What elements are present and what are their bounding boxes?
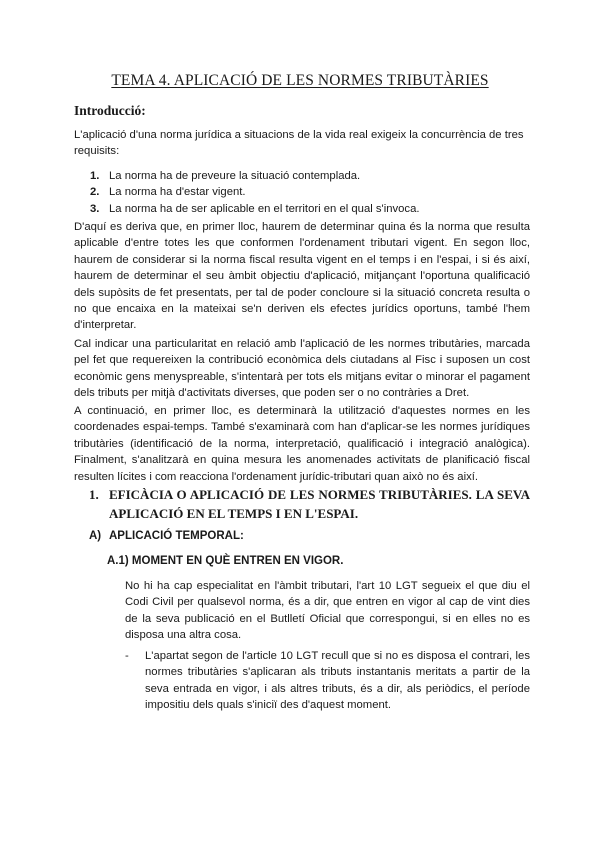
subsubsection-heading: A.1) MOMENT EN QUÈ ENTREN EN VIGOR. xyxy=(107,555,344,567)
bullet-item xyxy=(125,648,530,714)
list-item-number: 2. xyxy=(90,186,100,199)
section-number: 1. xyxy=(89,487,99,502)
requirements-list xyxy=(90,168,530,217)
intro-paragraph: L'aplicació d'una norma jurídica a situacions de la vida real exigeix la concurrència de tres requisits: xyxy=(74,129,524,158)
bullet-text: L'apartat segon de l'article 10 LGT recull que si no es disposa el contrari, les normes tributàries s'aplicaran als tributs instantanis meritats a partir de la seva entrada en vigor, i als altres tributs, és a dir, als periòdics, el període impositiu dels quals s'iniciï des d'aquest moment. xyxy=(145,650,530,712)
list-item-text: La norma ha d'estar vigent. xyxy=(109,186,246,199)
subsection-title: APLICACIÓ TEMPORAL: xyxy=(109,530,244,542)
body-paragraph: Cal indicar una particularitat en relació amb l'aplicació de les normes tributàries, marcada pel fet que requereixen la contribució econòmica dels ciutadans al Fisc i suposen un cost econòmic gens menyspreable, s'intentarà per tots els mitjans evitar o minorar el pagament dels tributs per mitjà d'activitats diverses, que poden ser o no contràries a Dret. xyxy=(74,338,530,400)
list-item-number: 3. xyxy=(90,202,100,215)
list-item xyxy=(90,184,530,200)
bullet-dash: - xyxy=(125,650,129,662)
subsection-number: A) xyxy=(89,530,102,542)
list-item xyxy=(90,201,530,217)
list-item-text: La norma ha de ser aplicable en el territori en el qual s'invoca. xyxy=(109,202,420,215)
body-paragraph: D'aquí es deriva que, en primer lloc, haurem de determinar quina és la norma que resulta aplicable d'entre totes les que conformen l'ordenament tributari vigent. En segon lloc, haurem de considerar si la norma fiscal resulta vigent en el temps i en l'espai, i si és així, haurem de determinar el seu àmbit objectiu d'aplicació, mitjançant l'oportuna qualificació dels supòsits de fet presentats, per tal de poder concloure si la situació concreta resulta o no que encaixa en la mateixai se'n deriven els efectes jurídics oportuns, també l'hem d'interpretar. xyxy=(74,221,530,332)
document-title xyxy=(0,72,600,90)
document-title-text: TEMA 4. APLICACIÓ DE LES NORMES TRIBUTÀRIES xyxy=(111,72,489,89)
section-heading xyxy=(89,485,530,523)
subsection-heading xyxy=(89,530,244,542)
body-paragraph: A continuació, en primer lloc, es determinarà la utilització d'aquestes normes en les coordenades espai-temps. També s'examinarà com han d'aplicar-se les normes jurídiques tributàries (identificació de la norma, interpretació, qualificació i integració analògica). Finalment, s'analitzarà en quina mesura les anomenades activitats de planificació fiscal resulten lícites i com reacciona l'ordenament jurídic-tributari quan això no és així. xyxy=(74,405,530,483)
list-item-number: 1. xyxy=(90,170,100,182)
list-item-text: La norma ha de preveure la situació contemplada. xyxy=(109,170,361,182)
body-paragraph: No hi ha cap especialitat en l'àmbit tributari, l'art 10 LGT segueix el que diu el Codi Civil per qualsevol norma, és a dir, que entren en vigor al cap de vint dies de la seva publicació en el Butlletí Oficial que correspongui, si en elles no es disposa una altra cosa. xyxy=(125,580,530,642)
list-item xyxy=(90,168,530,184)
section-title: EFICÀCIA O APLICACIÓ DE LES NORMES TRIBUTÀRIES. LA SEVA APLICACIÓ EN EL TEMPS I EN L'ESPAI. xyxy=(109,487,530,521)
intro-heading: Introducció: xyxy=(74,103,146,118)
